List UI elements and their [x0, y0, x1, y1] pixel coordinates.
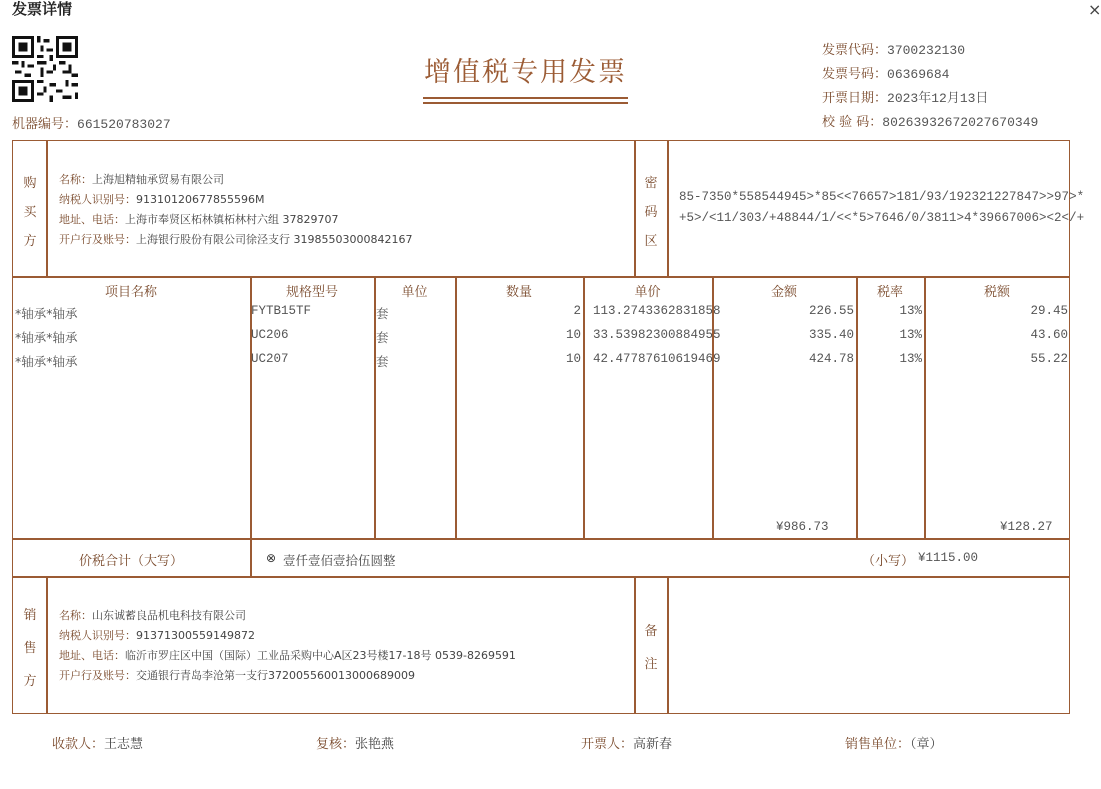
dialog-title: 发票详情	[12, 0, 73, 18]
close-icon[interactable]: ×	[1088, 0, 1101, 19]
col-header-unit: 单位	[401, 285, 428, 300]
col-header-amount: 金额	[770, 285, 797, 300]
buyer-tax-id: 纳税人识别号：91310120677855596M	[59, 193, 265, 206]
remark-side-label: 备	[644, 624, 658, 639]
buyer-side-label: 买	[23, 205, 37, 220]
seller-bank: 开户行及账号：交通银行青岛李沧第一支行372005560013000689009	[59, 669, 415, 682]
cipher-side-label: 密	[644, 176, 658, 191]
total-amount: ¥986.73	[776, 520, 829, 534]
seller-side-label: 售	[23, 641, 37, 656]
cipher-text	[679, 187, 1084, 229]
buyer-info	[59, 170, 412, 250]
check-code: 校 验 码：80263932672027670349	[822, 115, 1039, 130]
invoice-date: 开票日期：2023年12月13日	[822, 91, 989, 106]
buyer-side-label: 方	[23, 234, 37, 249]
reviewer: 复核：张艳燕	[316, 737, 395, 752]
title-underline	[423, 102, 628, 104]
col-header-name: 项目名称	[104, 285, 157, 300]
remark-side-label: 注	[644, 657, 658, 672]
title-underline	[423, 97, 628, 99]
total-label: 价税合计（大写）	[78, 554, 183, 569]
seller-side-label: 销	[23, 608, 37, 623]
col-header-model: 规格型号	[285, 285, 338, 300]
cipher-line: 85-7350*558544945>*85<<76657>181/93/192321227847>>97>*	[679, 190, 1085, 204]
drawer: 开票人：高新春	[581, 737, 673, 752]
cross-circle-icon: ⊗	[266, 551, 277, 565]
seller-address: 地址、电话：临沂市罗庄区中国（国际）工业品采购中心A区23号楼17-18号 0539-8269591	[59, 649, 516, 662]
col-header-price: 单价	[634, 285, 661, 300]
col-header-qty: 数量	[505, 285, 532, 300]
payee: 收款人：王志慧	[52, 737, 144, 752]
col-header-tax: 税额	[983, 285, 1010, 300]
machine-number	[12, 113, 171, 132]
invoice-number: 发票号码：06369684	[822, 67, 950, 82]
total-tax: ¥128.27	[1000, 520, 1053, 534]
buyer-side-label: 购	[23, 176, 37, 191]
cipher-side-label: 区	[644, 234, 658, 249]
seller-side-label: 方	[23, 674, 37, 689]
total-lower: ¥1115.00	[918, 551, 979, 565]
seller-name: 名称：山东诚蓄良品机电科技有限公司	[59, 609, 246, 622]
col-header-rate: 税率	[876, 285, 903, 300]
machine-number-label: 机器编号：	[12, 117, 78, 132]
seller-unit: 销售单位：（章）	[845, 737, 943, 752]
total-lower-label: （小写）	[862, 554, 915, 569]
cipher-line: +5>/<11/303/+48844/1/<<*5>7646/0/3811>4*39667006><2</+	[679, 211, 1085, 225]
invoice-title: 增值税专用发票	[424, 57, 627, 88]
qr-code-icon	[12, 36, 78, 102]
total-upper: 壹仟壹佰壹拾伍圆整	[283, 553, 396, 568]
invoice-code: 发票代码：3700232130	[822, 43, 966, 58]
machine-number-value: 661520783027	[77, 117, 171, 132]
cipher-side-label: 码	[644, 205, 658, 220]
buyer-name: 名称：上海旭精轴承贸易有限公司	[59, 173, 224, 186]
buyer-address: 地址、电话：上海市奉贤区柘林镇柘林村六组 37829707	[59, 213, 339, 226]
seller-tax-id: 纳税人识别号：91371300559149872	[59, 629, 255, 642]
seller-info	[59, 606, 516, 686]
buyer-bank: 开户行及账号：上海银行股份有限公司徐泾支行 31985503000842167	[59, 233, 413, 246]
